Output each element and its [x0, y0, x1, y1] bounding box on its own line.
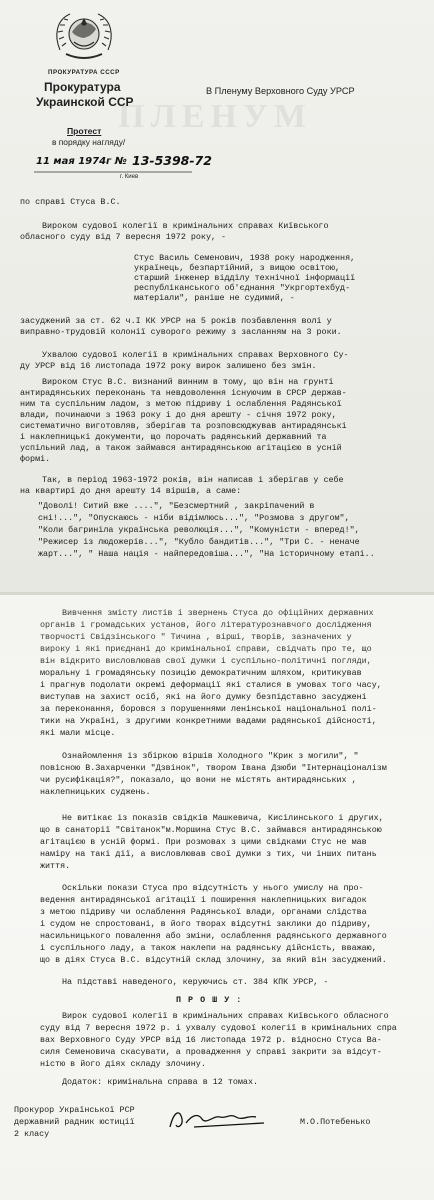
page2-line: чи русифікація?", показало, що вони не містять антирадянських ,: [40, 775, 357, 785]
page1-line: засуджений за ст. 62 ч.І КК УРСР на 5 років позбавлення волі у: [20, 316, 332, 326]
page2-line: і прагнув подолати окремі деформації які сталися в умовах того часу,: [40, 680, 382, 690]
page2-line: він відкрито висловлював свої думки і суспільно-політичні погляди,: [40, 656, 372, 666]
page1-line: Вироком Стус В.С. визнаний винним в тому, що він на грунті: [42, 377, 334, 387]
page2-line: з метою підриву чи ослаблення Радянської влади, органами слідства: [40, 907, 367, 917]
handwritten-number: 13-5398-72: [132, 153, 212, 168]
protest-label: Протест: [67, 126, 102, 136]
page1-line: і наклепницькі документи, що порочать радянський державний та: [20, 432, 327, 442]
page2-line: повісною В.Захарченки "Дзвінок", твором Івана Дзюби "Інтернаціоналізм: [40, 763, 387, 773]
page2-line: насильницького повалення або зміни, ослаблення радянського державного: [40, 931, 387, 941]
handwritten-date: 11 мая 1974г №: [36, 156, 127, 167]
office-name-line2: Украинской ССР: [36, 95, 134, 109]
page1-line: матеріали", раніше не судимий, -: [134, 293, 295, 303]
page2-line: тики на Україні, з другими конкретними вадами радянської дійсності,: [40, 716, 377, 726]
signer-name: М.О.Потебенько: [300, 1117, 371, 1127]
page2-line: Ознайомлення із збіркою віршів Холодного "Крик з могили", ": [62, 751, 359, 761]
page1-line: ду УРСР від 16 листопада 1972 року вирок залишено без змін.: [20, 361, 317, 371]
page2-line: органів і громадських установ, його літературознавчого дослідження: [40, 620, 372, 630]
page2-line: Вирок судової колегії в кримінальних справах Київського обласного: [62, 1011, 389, 1021]
page2-line: силя Семеновича скасувати, а провадження у справі закрити за відсут-: [40, 1047, 382, 1057]
signer-title-line3: 2 класу: [14, 1129, 50, 1139]
page2-line: ністю в його діях складу злочину.: [40, 1059, 206, 1069]
page1-line: ним та суспільним ладом, з метою підриву і ослаблення Радянської: [20, 399, 342, 409]
poem-list-line: "Режисер із людожерів...", "Кубло бандитів...", "Три С. - неначе: [38, 537, 360, 547]
page2-line: наклепницьких суджень.: [40, 787, 151, 797]
page2-line: і суспільного ладу, а також наклепи на радянську дійсність, вважаю,: [40, 943, 377, 953]
page1-line: влади, починаючи з 1963 року і до дня арешту - січня 1972 року,: [20, 410, 337, 420]
page1-line: успільний лад, а також займався антирадянською агітацією в усній: [20, 443, 342, 453]
poem-list-line: сні!...", "Опускаюсь - ніби відімлюсь...", "Розмова з другом",: [38, 513, 350, 523]
page2-line: вироку і які приєднані до кримінальної справи, свідчать про те, що: [40, 644, 372, 654]
page1-line: на квартирі до дня арешту 14 віршів, а саме:: [20, 486, 242, 496]
page2-line: за переконання, боровся з порушеннями ленінської національної полі-: [40, 704, 377, 714]
page2-line: які мали місце.: [40, 728, 116, 738]
page1-line: Ухвалою судової колегії в кримінальних справах Верховного Су-: [42, 350, 349, 360]
poem-list-line: "Доволі! Ситий вже ....", "Безсмертний , закріпачений в: [38, 501, 315, 511]
date-underline: [34, 170, 194, 174]
subject-line: по справі Стуса В.С.: [20, 197, 121, 207]
page2-line: що в діях Стуса В.С. відсутній склад злочину, за який він засуджений.: [40, 955, 387, 965]
addressee: В Пленуму Верховного Суду УРСР: [206, 86, 355, 96]
page1-line: формі.: [20, 454, 51, 464]
document-page-1: [0, 0, 434, 595]
document-page-2: [0, 595, 434, 1200]
page1-line: Так, в період 1963-1972 років, він написав і зберігав у себе: [42, 475, 344, 485]
office-small-caption: ПРОКУРАТУРА СССР: [48, 69, 120, 76]
city-label: г. Киев: [120, 174, 139, 180]
page2-line: моральну і громадянську позицію демократичним шляхом, критикував: [40, 668, 362, 678]
page2-line: виступав на захист осіб, які на його думку безпідставно засуджені: [40, 692, 367, 702]
signer-title-line2: державний радник юстиції: [14, 1117, 135, 1127]
page2-line: ведення антирадянської агітації і поширення наклепницьких вигадок: [40, 895, 367, 905]
page1-line: Стус Василь Семенович, 1938 року народження,: [134, 253, 356, 263]
page2-line: життя.: [40, 861, 71, 871]
page2-line: Не витікає із показів свідків Машкевича, Кисілинського і других,: [62, 813, 384, 823]
page2-line: наміру на такі дії, а висловлював свої думки з тих, чи інших питань: [40, 849, 377, 859]
page2-line: і судом не спростовані, в його творах відсутні заклики до підриву,: [40, 919, 372, 929]
page1-line: систематично виготовляв, зберігав та розповсюджував антирадянські: [20, 421, 347, 431]
page2-line: творчості Свідзінського " Тичина , вірші, творів, зазначених у: [40, 632, 352, 642]
page1-line: українець, безпартійний, з вищою освітою,: [134, 263, 341, 273]
poem-list-line: "Коли багриніла українська революція...", "Комуністи - вперед!",: [38, 525, 360, 535]
page1-line: Вироком судової колегії в кримінальних справах Київського: [42, 221, 329, 231]
page2-line: суду від 7 вересня 1972 р. і ухвалу судової колегії в кримінальних спра: [40, 1023, 397, 1033]
page2-line: Вивчення змісту листів і звернень Стуса до офіційних державних: [62, 608, 374, 618]
page1-line: обласного суду від 7 вересня 1972 року, -: [20, 232, 227, 242]
page2-line: агітацією в усній формі. При розмовах з цими свідками Стус не мав: [40, 837, 367, 847]
page2-line: Оскільки покази Стуса про відсутність у нього умислу на про-: [62, 883, 364, 893]
attachment-line: Додаток: кримінальна справа в 12 томах.: [62, 1077, 259, 1087]
poem-list-line: жарт...", " Наша нація - найпередовіша...", "На історичному етапі..: [38, 549, 375, 559]
page1-line: республіканського об'єднання "Укргортехбуд-: [134, 283, 351, 293]
bleed-through-text: ПЛЕНУМ: [118, 98, 312, 135]
page1-line: виправно-трудовій колонії суворого режиму з засланням на 3 роки.: [20, 327, 342, 337]
page2-line: що в санаторії "Світанок"м.Моршина Стус В.С. займався антирадянською: [40, 825, 382, 835]
page1-line: старший інженер відділу технічної інформації: [134, 273, 356, 283]
page2-line: На підставі наведеного, керуючись ст. 384 КПК УРСР, -: [62, 977, 329, 987]
state-emblem-icon: [52, 6, 116, 66]
supervision-label: в порядку нагляду/: [52, 137, 126, 147]
office-name-line1: Прокуратура: [44, 80, 121, 94]
signature-icon: [164, 1105, 274, 1135]
page1-line: антирадянських переконань та невдоволення існуючим в СРСР держав-: [20, 388, 347, 398]
signer-title-line1: Прокурор Української РСР: [14, 1105, 135, 1115]
page2-line: вах Верховного Суду УРСР від 16 листопада 1972 р. відносно Стуса Ва-: [40, 1035, 382, 1045]
request-heading: П Р О Ш У :: [176, 995, 243, 1005]
